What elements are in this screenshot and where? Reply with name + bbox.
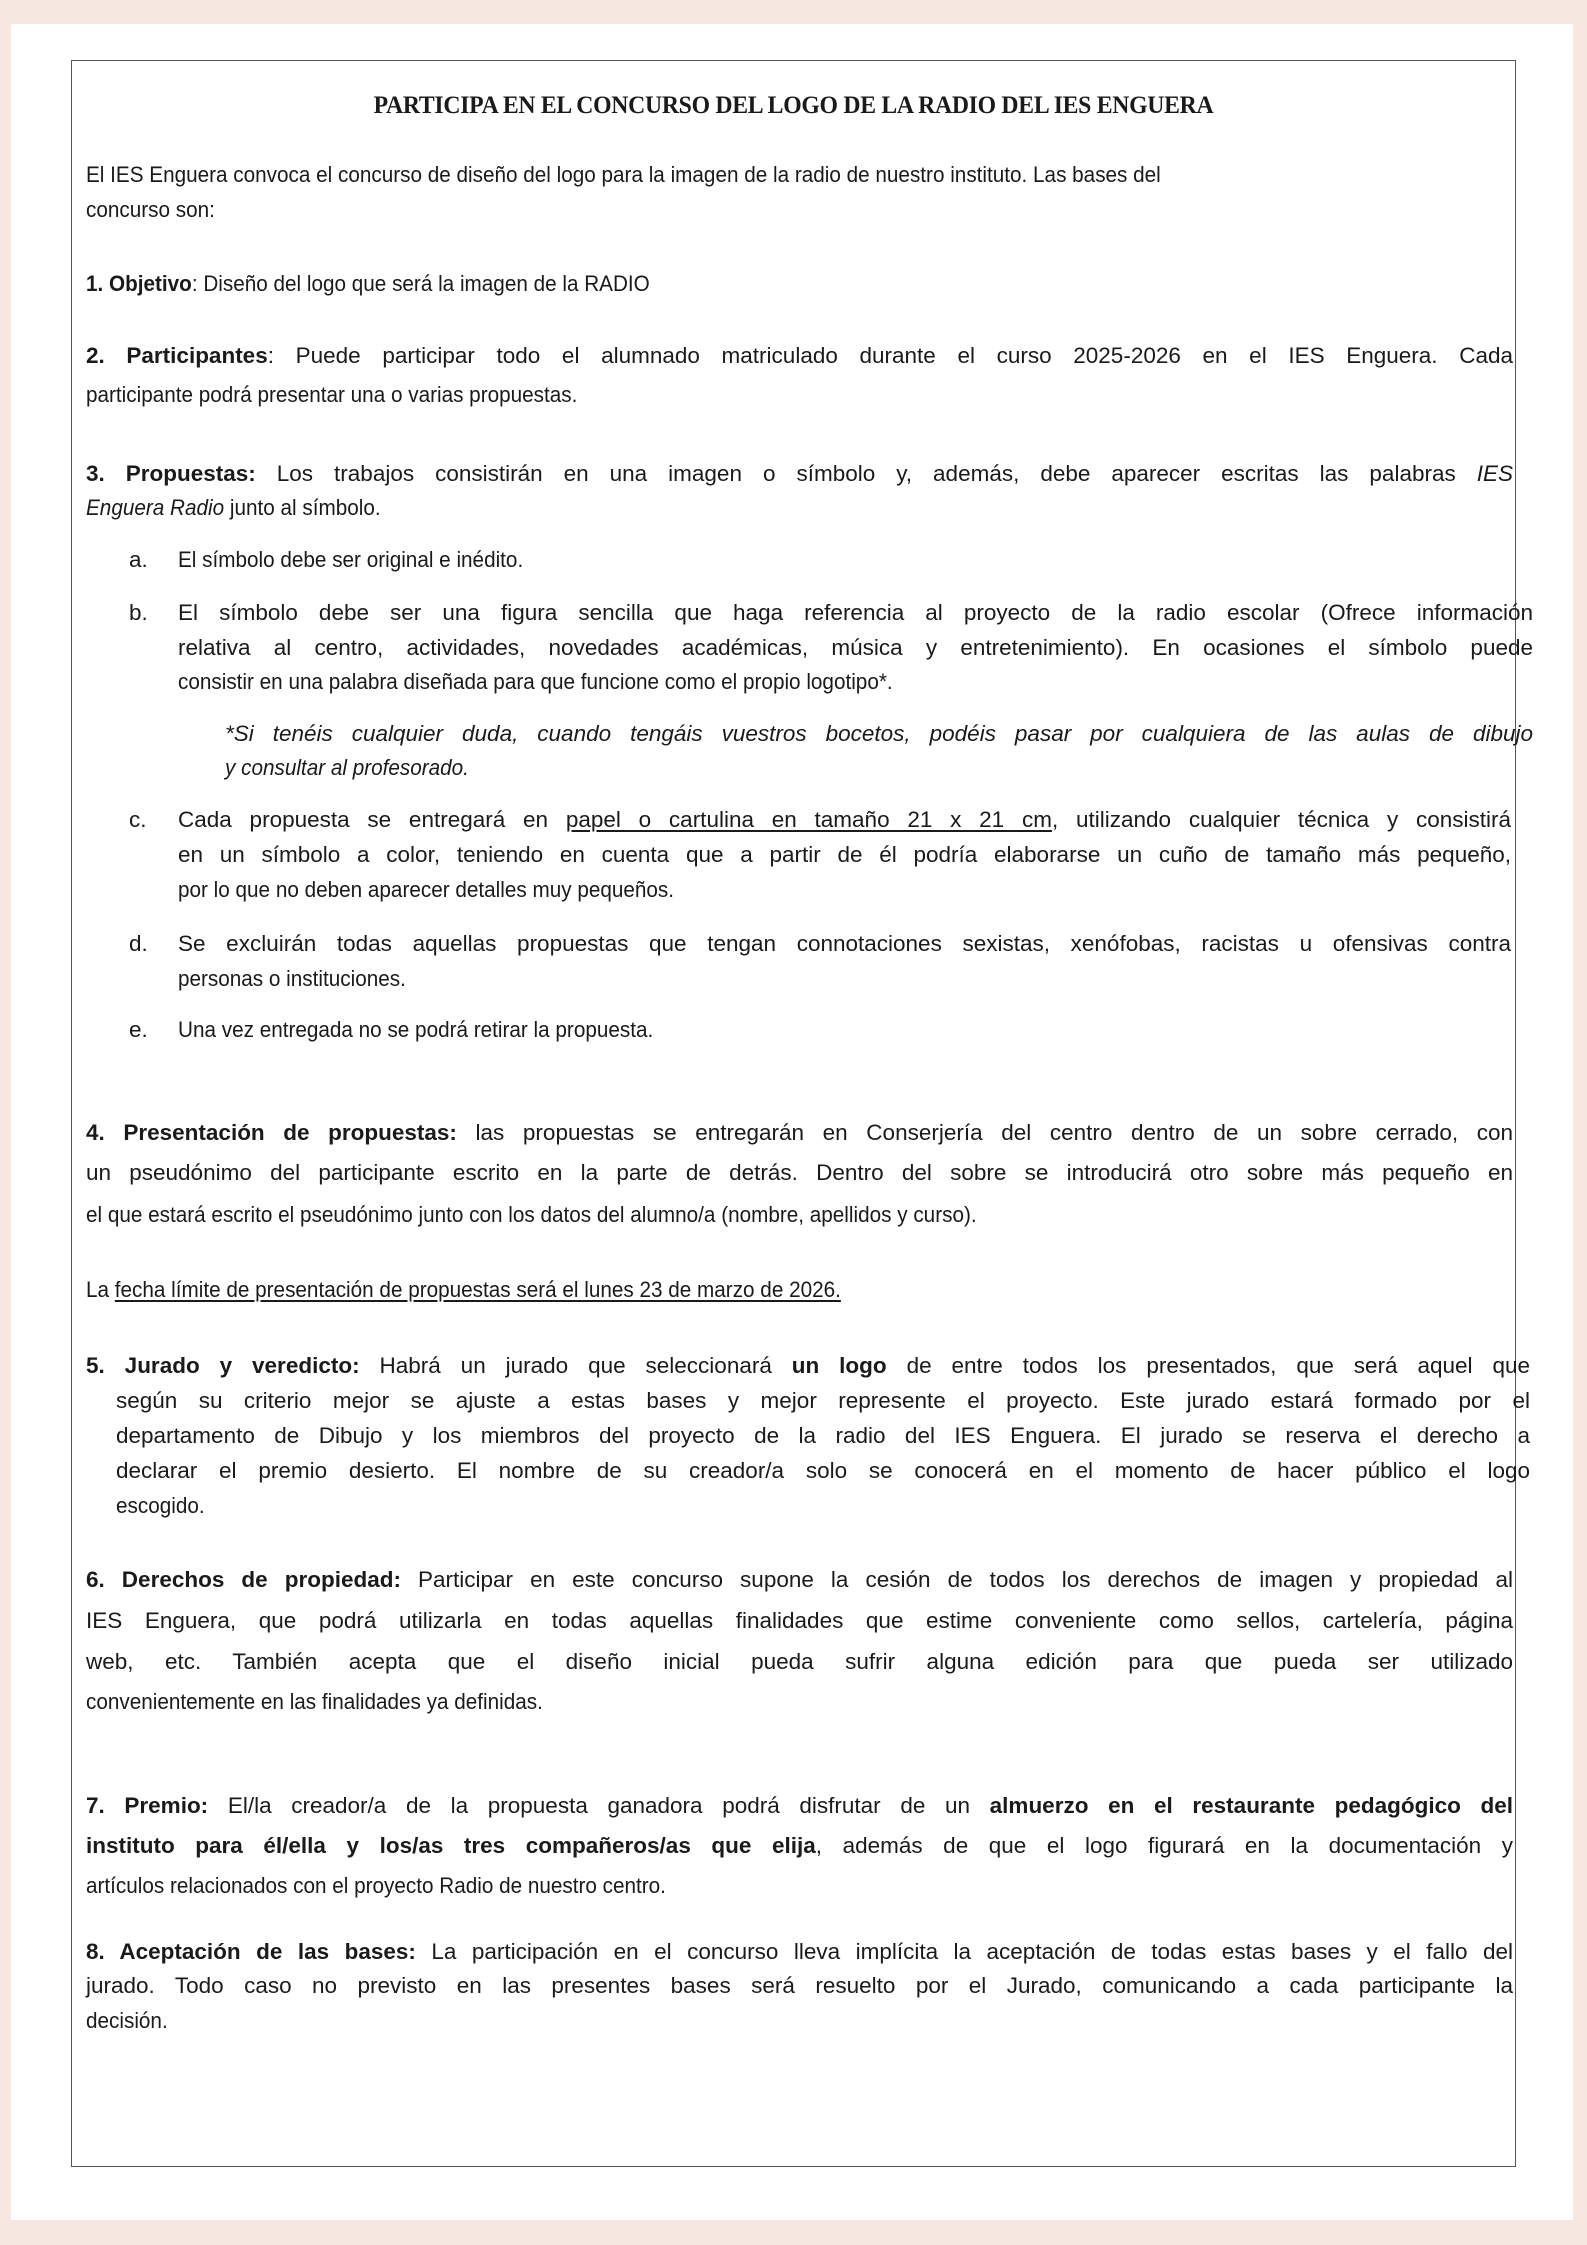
list-item-c-line-1	[178, 805, 1511, 835]
section-label: 7. Premio:	[86, 1793, 209, 1818]
section-derechos	[86, 1565, 1513, 1595]
list-item-d-line-1: Se excluirán todas aquellas propuestas que tengan connotaciones sexistas, xenófobas, racistas u ofensivas contra	[178, 931, 1511, 956]
section-text-bold: instituto para él/ella y los/as tres compañeros/as que elija	[86, 1833, 816, 1858]
item-text-underlined: papel o cartulina en tamaño 21 x 21 cm	[565, 807, 1052, 832]
section-text: : Puede participar todo el alumnado matriculado durante el curso 2025-2026 en el IES Enguera. Cada	[267, 343, 1513, 368]
section-text-bold: un logo	[791, 1353, 887, 1378]
section-participantes	[86, 341, 1513, 371]
section-label: 8. Aceptación de las bases:	[86, 1939, 416, 1964]
list-marker-c: c.	[129, 807, 147, 832]
section-text: Los trabajos consistirán en una imagen o símbolo y, además, debe aparecer escritas las palabras	[255, 461, 1477, 486]
intro-line-1: El IES Enguera convoca el concurso de diseño del logo para la imagen de la radio de nuestro instituto. Las bases del	[86, 162, 1161, 187]
deadline-prefix: La	[86, 1277, 115, 1302]
section-text-bold: almuerzo en el restaurante pedagógico del	[989, 1793, 1514, 1818]
list-marker-a: a.	[129, 547, 148, 572]
section-text: junto al símbolo.	[224, 495, 381, 520]
section-text: , además de que el logo figurará en la documentación y	[815, 1833, 1513, 1858]
section-participantes-line-2: participante podrá presentar una o varias propuestas.	[86, 382, 578, 407]
document-page	[11, 24, 1573, 2220]
section-jurado-line-3: departamento de Dibujo y los miembros del proyecto de la radio del IES Enguera. El jurado se reserva el derecho a	[116, 1423, 1530, 1448]
section-presentacion-line-2: un pseudónimo del participante escrito en la parte de detrás. Dentro del sobre se introducirá otro sobre más pequeño en	[86, 1160, 1513, 1185]
list-item-a: El símbolo debe ser original e inédito.	[178, 547, 524, 572]
section-jurado-line-5: escogido.	[116, 1493, 205, 1518]
section-propuestas	[86, 459, 1513, 489]
section-text: El/la creador/a de la propuesta ganadora podrá disfrutar de un	[208, 1793, 990, 1818]
section-text: de entre todos los presentados, que será aquel que	[886, 1353, 1530, 1378]
section-derechos-line-2: IES Enguera, que podrá utilizarla en todas aquellas finalidades que estime conveniente como sellos, cartelería, página	[86, 1608, 1513, 1633]
section-text: Habrá un jurado que seleccionará	[359, 1353, 792, 1378]
list-marker-d: d.	[129, 931, 148, 956]
section-jurado	[86, 1351, 1530, 1381]
list-item-c-line-3: por lo que no deben aparecer detalles muy pequeños.	[178, 877, 675, 902]
section-text: Participar en este concurso supone la cesión de todos los derechos de imagen y propiedad al	[400, 1567, 1513, 1592]
note-line-2: y consultar al profesorado.	[225, 755, 469, 780]
section-text-italic: IES	[1476, 461, 1513, 486]
section-label: 1. Objetivo	[86, 271, 192, 296]
section-derechos-line-3: web, etc. También acepta que el diseño inicial pueda sufrir alguna edición para que pueda ser utilizado	[86, 1649, 1513, 1674]
section-derechos-line-4: convenientemente en las finalidades ya definidas.	[86, 1689, 543, 1714]
item-text: Cada propuesta se entregará en	[178, 807, 566, 832]
section-jurado-line-4: declarar el premio desierto. El nombre de su creador/a solo se conocerá en el momento de hacer público el logo	[116, 1458, 1530, 1483]
section-label: 2. Participantes	[86, 343, 268, 368]
section-text: : Diseño del logo que será la imagen de la RADIO	[191, 271, 650, 296]
section-text-italic: Enguera Radio	[86, 495, 225, 520]
list-marker-e: e.	[129, 1017, 148, 1042]
section-label: 6. Derechos de propiedad:	[86, 1567, 401, 1592]
section-label: 3. Propuestas:	[86, 461, 256, 486]
section-text: las propuestas se entregarán en Conserjería del centro dentro de un sobre cerrado, con	[456, 1120, 1513, 1145]
list-item-c-line-2: en un símbolo a color, teniendo en cuenta que a partir de él podría elaborarse un cuño de tamaño más pequeño,	[178, 842, 1511, 867]
list-item-b-line-2: relativa al centro, actividades, novedades académicas, música y entretenimiento). En ocasiones el símbolo puede	[178, 635, 1533, 660]
section-presentacion	[86, 1118, 1513, 1148]
section-objetivo	[86, 269, 650, 299]
section-presentacion-line-3: el que estará escrito el pseudónimo junto con los datos del alumno/a (nombre, apellidos y curso).	[86, 1202, 977, 1227]
section-label: 5. Jurado y veredicto:	[86, 1353, 360, 1378]
section-text: La participación en el concurso lleva implícita la aceptación de todas estas bases y el fallo del	[415, 1939, 1513, 1964]
section-premio-line-3: artículos relacionados con el proyecto Radio de nuestro centro.	[86, 1873, 666, 1898]
item-text: , utilizando cualquier técnica y consistirá	[1051, 807, 1512, 832]
section-aceptacion-line-2: jurado. Todo caso no previsto en las presentes bases será resuelto por el Jurado, comunicando a cada participante la	[86, 1973, 1513, 1998]
list-item-b-line-1: El símbolo debe ser una figura sencilla que haga referencia al proyecto de la radio escolar (Ofrece información	[178, 600, 1533, 625]
section-premio	[86, 1791, 1513, 1821]
deadline-line	[86, 1275, 841, 1305]
section-propuestas-line-2	[86, 493, 381, 523]
document-title: PARTICIPA EN EL CONCURSO DEL LOGO DE LA RADIO DEL IES ENGUERA	[373, 90, 1214, 119]
deadline-date: fecha límite de presentación de propuestas será el lunes 23 de marzo de 2026.	[114, 1277, 841, 1302]
section-jurado-line-2: según su criterio mejor se ajuste a estas bases y mejor represente el proyecto. Este jurado estará formado por el	[116, 1388, 1530, 1413]
section-aceptacion-line-3: decisión.	[86, 2008, 168, 2033]
note-line-1: *Si tenéis cualquier duda, cuando tengáis vuestros bocetos, podéis pasar por cualquiera de las aulas de dibujo	[225, 721, 1533, 746]
list-item-b-line-3: consistir en una palabra diseñada para que funcione como el propio logotipo*.	[178, 669, 893, 694]
section-aceptacion	[86, 1937, 1513, 1967]
list-item-d-line-2: personas o instituciones.	[178, 966, 406, 991]
list-item-e: Una vez entregada no se podrá retirar la propuesta.	[178, 1017, 654, 1042]
list-marker-b: b.	[129, 600, 148, 625]
section-label: 4. Presentación de propuestas:	[86, 1120, 457, 1145]
intro-line-2: concurso son:	[86, 197, 215, 222]
section-premio-line-2	[86, 1831, 1513, 1861]
